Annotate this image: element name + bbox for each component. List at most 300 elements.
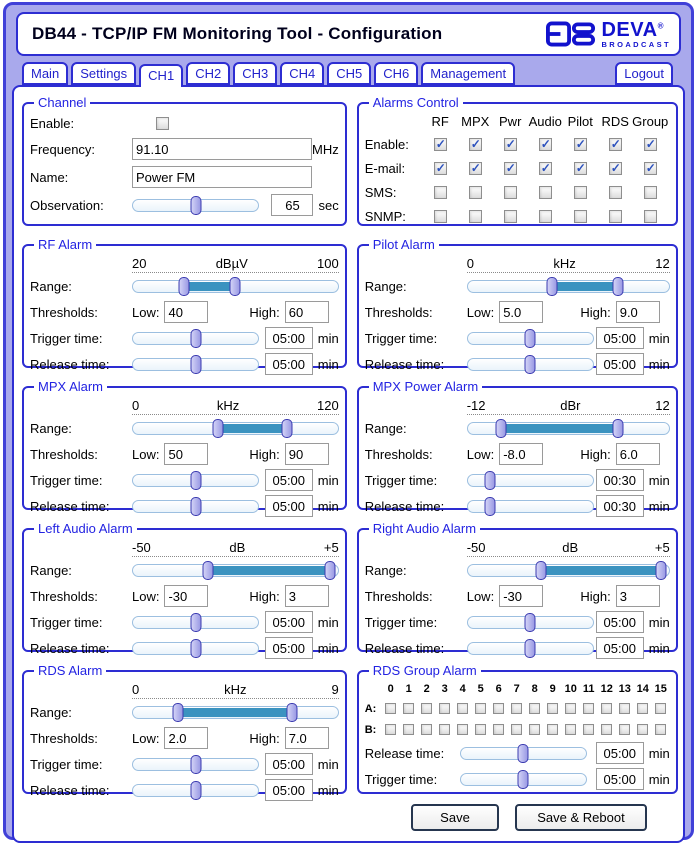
mpx-scale-min: 0 — [132, 398, 140, 413]
mpx-power-scale-max: 12 — [655, 398, 670, 413]
group-release-time-input[interactable] — [596, 742, 644, 764]
mpx-trigger-handle[interactable] — [190, 471, 201, 490]
rds-range-high-handle[interactable] — [287, 703, 298, 722]
pilot-range-high-handle[interactable] — [613, 277, 624, 296]
rf-high-input[interactable] — [285, 301, 329, 323]
rf-scale — [132, 256, 339, 273]
right-audio-scale-max: +5 — [654, 540, 670, 555]
col-mpx: MPX — [461, 114, 490, 129]
enable-row-label: Enable: — [364, 136, 409, 152]
mpx-thresholds-label: Thresholds: — [30, 446, 98, 462]
group-col-2: 2 — [423, 682, 430, 695]
group-a-6-checkbox[interactable] — [493, 703, 504, 714]
group-col-15: 15 — [654, 682, 667, 695]
left-audio-trigger-slider[interactable] — [132, 616, 259, 629]
rds-release-time-input[interactable] — [265, 779, 313, 801]
mpx-scale-unit: kHz — [216, 398, 240, 413]
rf-release-label: Release time: — [30, 356, 110, 372]
rds-release-unit: min — [317, 782, 339, 798]
group-col-4: 4 — [459, 682, 466, 695]
right-audio-range-high-handle[interactable] — [656, 561, 667, 580]
left-audio-scale — [132, 540, 339, 557]
group-b-5-checkbox[interactable] — [475, 724, 486, 735]
col-pwr: Pwr — [499, 114, 522, 129]
col-group: Group — [632, 114, 669, 129]
mpx-scale — [132, 398, 339, 415]
enable-group-checkbox[interactable] — [644, 138, 657, 151]
pilot-release-unit: min — [648, 356, 670, 372]
email-row — [365, 156, 670, 180]
left-audio-release-slider[interactable] — [132, 642, 259, 655]
col-pilot: Pilot — [567, 114, 593, 129]
left-audio-high-input[interactable] — [285, 585, 329, 607]
left-audio-scale-min: -50 — [132, 540, 151, 555]
mpx-trigger-slider[interactable] — [132, 474, 259, 487]
mpx-release-slider[interactable] — [132, 500, 259, 513]
email-rf-checkbox[interactable] — [434, 162, 447, 175]
group-release-handle[interactable] — [518, 744, 529, 763]
mpx-power-range-slider[interactable] — [467, 422, 670, 435]
rf-trigger-handle[interactable] — [190, 329, 201, 348]
group-a-3-checkbox[interactable] — [439, 703, 450, 714]
rf-range-fill — [184, 282, 235, 291]
group-col-7: 7 — [513, 682, 520, 695]
pilot-scale — [467, 256, 670, 273]
group-a-14-checkbox[interactable] — [637, 703, 648, 714]
mpx-power-low-input[interactable] — [499, 443, 543, 465]
logout-button[interactable]: Logout — [615, 62, 673, 85]
left-audio-range-slider[interactable] — [132, 564, 339, 577]
left-audio-trigger-handle[interactable] — [190, 613, 201, 632]
rds-high-label: High: — [249, 730, 280, 746]
tab-settings[interactable]: Settings — [71, 62, 136, 85]
tab-ch4[interactable]: CH4 — [280, 62, 324, 85]
email-audio-checkbox[interactable] — [539, 162, 552, 175]
right-audio-range-low-handle[interactable] — [535, 561, 546, 580]
rds-scale-unit: kHz — [224, 682, 247, 697]
observation-slider[interactable] — [132, 199, 259, 212]
group-b-12-checkbox[interactable] — [601, 724, 612, 735]
logo-text — [601, 20, 671, 49]
mpx-power-release-label: Release time: — [364, 498, 445, 514]
mpx-power-alarm-legend: MPX Power Alarm — [372, 379, 479, 394]
left-audio-release-unit: min — [317, 640, 339, 656]
right-audio-high-input[interactable] — [616, 585, 660, 607]
rds-group-header — [365, 679, 670, 698]
rds-low-input[interactable] — [164, 727, 208, 749]
rf-release-handle[interactable] — [190, 355, 201, 374]
footer-buttons — [22, 804, 675, 831]
rds-release-slider[interactable] — [132, 784, 259, 797]
mpx-low-input[interactable] — [164, 443, 208, 465]
snmp-row — [365, 204, 670, 228]
group-b-11-checkbox[interactable] — [583, 724, 594, 735]
left-audio-thresholds-label: Thresholds: — [30, 588, 98, 604]
snmp-row-label: SNMP: — [364, 208, 406, 224]
right-audio-alarm-legend: Right Audio Alarm — [372, 521, 477, 536]
group-trigger-slider[interactable] — [460, 773, 587, 786]
mpx-trigger-time-input[interactable] — [265, 469, 313, 491]
group-a-11-checkbox[interactable] — [583, 703, 594, 714]
mpx-alarm-legend: MPX Alarm — [38, 379, 104, 394]
enable-row — [365, 132, 670, 156]
rds-high-input[interactable] — [285, 727, 329, 749]
mpx-trigger-label: Trigger time: — [30, 472, 103, 488]
right-audio-trigger-unit: min — [648, 614, 670, 630]
mpx-power-trigger-label: Trigger time: — [364, 472, 438, 488]
right-audio-range-fill — [541, 566, 662, 575]
email-rds-checkbox[interactable] — [609, 162, 622, 175]
rds-scale — [132, 682, 339, 699]
left-audio-alarm-section — [22, 521, 347, 656]
group-a-4-checkbox[interactable] — [457, 703, 468, 714]
group-col-8: 8 — [531, 682, 538, 695]
frequency-input[interactable] — [132, 138, 312, 160]
right-audio-scale-min: -50 — [466, 540, 486, 555]
right-audio-release-handle[interactable] — [525, 639, 536, 658]
pilot-low-label: Low: — [466, 304, 495, 320]
channel-legend: Channel — [38, 95, 87, 110]
mpx-power-range-low-handle[interactable] — [496, 419, 507, 438]
rf-trigger-slider[interactable] — [132, 332, 259, 345]
enable-rf-checkbox[interactable] — [434, 138, 447, 151]
pilot-low-input[interactable] — [499, 301, 543, 323]
observation-label: Observation: — [30, 197, 104, 213]
mpx-high-label: High: — [249, 446, 280, 462]
alarms-control-section — [357, 95, 678, 226]
mpx-release-label: Release time: — [30, 498, 110, 514]
group-b-1-checkbox[interactable] — [403, 724, 414, 735]
rf-range-low-handle[interactable] — [179, 277, 190, 296]
pilot-thresholds-label: Thresholds: — [364, 304, 433, 320]
mpx-range-low-handle[interactable] — [213, 419, 224, 438]
sms-mpx-checkbox[interactable] — [469, 186, 482, 199]
right-audio-trigger-slider[interactable] — [467, 616, 594, 629]
snmp-rds-checkbox[interactable] — [609, 210, 622, 223]
rf-scale-unit: dBµV — [215, 256, 248, 271]
deva-logo — [546, 20, 671, 49]
mpx-release-time-input[interactable] — [265, 495, 313, 517]
group-col-13: 13 — [618, 682, 631, 695]
rf-low-input[interactable] — [164, 301, 208, 323]
mpx-scale-max: 120 — [317, 398, 339, 413]
pilot-range-label: Range: — [364, 278, 407, 294]
email-pilot-checkbox[interactable] — [574, 162, 587, 175]
group-release-slider[interactable] — [460, 747, 587, 760]
group-a-1-checkbox[interactable] — [403, 703, 414, 714]
mpx-power-range-fill — [501, 424, 618, 433]
mpx-range-fill — [218, 424, 286, 433]
group-a-9-checkbox[interactable] — [547, 703, 558, 714]
pilot-trigger-slider[interactable] — [467, 332, 594, 345]
mpx-low-label: Low: — [132, 446, 160, 462]
rds-scale-min: 0 — [132, 682, 140, 697]
mpx-power-trigger-slider[interactable] — [467, 474, 594, 487]
group-b-15-checkbox[interactable] — [655, 724, 666, 735]
snmp-audio-checkbox[interactable] — [539, 210, 552, 223]
mpx-power-release-time-input[interactable] — [596, 495, 644, 517]
right-audio-release-slider[interactable] — [467, 642, 594, 655]
sms-pilot-checkbox[interactable] — [574, 186, 587, 199]
mpx-power-trigger-time-input[interactable] — [596, 469, 644, 491]
enable-label: Enable: — [30, 115, 75, 131]
left-audio-release-time-input[interactable] — [265, 637, 313, 659]
group-b-8-checkbox[interactable] — [529, 724, 540, 735]
page-title: DB44 - TCP/IP FM Monitoring Tool - Configuration — [32, 24, 443, 43]
mpx-power-range-label: Range: — [364, 420, 407, 436]
pilot-range-fill — [552, 282, 619, 291]
mpx-release-handle[interactable] — [190, 497, 201, 516]
snmp-mpx-checkbox[interactable] — [469, 210, 482, 223]
mpx-power-low-label: Low: — [466, 446, 495, 462]
group-a-8-checkbox[interactable] — [529, 703, 540, 714]
sms-row — [365, 180, 670, 204]
rf-alarm-legend: RF Alarm — [38, 237, 93, 252]
group-b-0-checkbox[interactable] — [385, 724, 396, 735]
group-col-14: 14 — [636, 682, 649, 695]
email-group-checkbox[interactable] — [644, 162, 657, 175]
group-release-label: Release time: — [364, 745, 445, 761]
left-audio-high-label: High: — [249, 588, 280, 604]
pilot-trigger-time-input[interactable] — [596, 327, 644, 349]
col-rds: RDS — [601, 114, 629, 129]
rf-range-high-handle[interactable] — [230, 277, 241, 296]
group-col-5: 5 — [477, 682, 484, 695]
channel-section — [22, 95, 347, 226]
rds-low-label: Low: — [132, 730, 160, 746]
group-a-13-checkbox[interactable] — [619, 703, 630, 714]
sms-rf-checkbox[interactable] — [434, 186, 447, 199]
mpx-power-high-label: High: — [580, 446, 611, 462]
snmp-group-checkbox[interactable] — [644, 210, 657, 223]
snmp-rf-checkbox[interactable] — [434, 210, 447, 223]
mpx-power-release-handle[interactable] — [485, 497, 496, 516]
rds-trigger-label: Trigger time: — [30, 756, 103, 772]
mpx-power-trigger-unit: min — [648, 472, 670, 488]
mpx-power-scale-min: -12 — [466, 398, 486, 413]
mpx-alarm-section — [22, 379, 347, 514]
group-b-10-checkbox[interactable] — [565, 724, 576, 735]
mpx-power-high-input[interactable] — [616, 443, 660, 465]
frequency-unit: MHz — [312, 141, 339, 157]
mpx-trigger-unit: min — [317, 472, 339, 488]
group-b-9-checkbox[interactable] — [547, 724, 558, 735]
rds-trigger-handle[interactable] — [190, 755, 201, 774]
group-col-0: 0 — [387, 682, 394, 695]
group-trigger-handle[interactable] — [518, 770, 529, 789]
pilot-scale-unit: kHz — [553, 256, 576, 271]
group-col-3: 3 — [441, 682, 448, 695]
group-b-2-checkbox[interactable] — [421, 724, 432, 735]
content-panel — [12, 85, 685, 843]
rds-range-fill — [178, 708, 292, 717]
tab-ch2[interactable]: CH2 — [186, 62, 230, 85]
rf-range-slider[interactable] — [132, 280, 339, 293]
enable-pwr-checkbox[interactable] — [504, 138, 517, 151]
rf-scale-min: 20 — [132, 256, 147, 271]
rf-thresholds-label: Thresholds: — [30, 304, 98, 320]
group-a-5-checkbox[interactable] — [475, 703, 486, 714]
pilot-release-time-input[interactable] — [596, 353, 644, 375]
pilot-range-low-handle[interactable] — [546, 277, 557, 296]
left-audio-low-input[interactable] — [164, 585, 208, 607]
group-b-row — [365, 719, 670, 740]
col-audio: Audio — [528, 114, 562, 129]
rds-trigger-slider[interactable] — [132, 758, 259, 771]
group-a-label: A: — [364, 702, 377, 715]
group-a-12-checkbox[interactable] — [601, 703, 612, 714]
pilot-range-slider[interactable] — [467, 280, 670, 293]
rf-high-label: High: — [249, 304, 280, 320]
snmp-pilot-checkbox[interactable] — [574, 210, 587, 223]
group-trigger-time-input[interactable] — [596, 768, 644, 790]
tab-ch5[interactable]: CH5 — [327, 62, 371, 85]
right-audio-high-label: High: — [580, 588, 611, 604]
observation-handle[interactable] — [190, 196, 201, 215]
tab-ch1[interactable]: CH1 — [139, 64, 183, 87]
sms-group-checkbox[interactable] — [644, 186, 657, 199]
name-input[interactable] — [132, 166, 312, 188]
left-audio-range-low-handle[interactable] — [202, 561, 213, 580]
group-b-4-checkbox[interactable] — [457, 724, 468, 735]
left-audio-alarm-legend: Left Audio Alarm — [38, 521, 133, 536]
right-audio-low-input[interactable] — [499, 585, 543, 607]
sms-audio-checkbox[interactable] — [539, 186, 552, 199]
snmp-pwr-checkbox[interactable] — [504, 210, 517, 223]
pilot-scale-min: 0 — [466, 256, 474, 271]
mpx-power-trigger-handle[interactable] — [485, 471, 496, 490]
left-audio-low-label: Low: — [132, 588, 160, 604]
email-mpx-checkbox[interactable] — [469, 162, 482, 175]
group-b-label: B: — [364, 723, 377, 736]
rf-range-label: Range: — [30, 278, 72, 294]
left-audio-scale-unit: dB — [229, 540, 246, 555]
rf-release-time-input[interactable] — [265, 353, 313, 375]
group-col-10: 10 — [564, 682, 577, 695]
right-audio-scale-unit: dB — [562, 540, 579, 555]
rds-trigger-time-input[interactable] — [265, 753, 313, 775]
mpx-power-range-high-handle[interactable] — [613, 419, 624, 438]
mpx-power-scale — [467, 398, 670, 415]
pilot-high-input[interactable] — [616, 301, 660, 323]
app-window — [3, 2, 694, 840]
tab-management[interactable]: Management — [421, 62, 515, 85]
alarms-control-legend: Alarms Control — [372, 95, 459, 110]
left-audio-range-label: Range: — [30, 562, 72, 578]
right-audio-low-label: Low: — [466, 588, 495, 604]
tab-main[interactable]: Main — [22, 62, 68, 85]
save-button[interactable]: Save — [411, 804, 499, 831]
rf-release-unit: min — [317, 356, 339, 372]
right-audio-trigger-time-input[interactable] — [596, 611, 644, 633]
mpx-high-input[interactable] — [285, 443, 329, 465]
group-a-10-checkbox[interactable] — [565, 703, 576, 714]
pilot-trigger-handle[interactable] — [525, 329, 536, 348]
tab-ch3[interactable]: CH3 — [233, 62, 277, 85]
pilot-trigger-label: Trigger time: — [364, 330, 438, 346]
left-audio-trigger-time-input[interactable] — [265, 611, 313, 633]
right-audio-release-time-input[interactable] — [596, 637, 644, 659]
col-rf: RF — [431, 114, 449, 129]
rds-group-alarm-legend: RDS Group Alarm — [372, 663, 477, 678]
alarms-control-header — [365, 111, 670, 132]
name-label: Name: — [30, 169, 69, 185]
right-audio-trigger-handle[interactable] — [525, 613, 536, 632]
group-col-1: 1 — [405, 682, 412, 695]
group-release-unit: min — [648, 745, 670, 761]
group-b-3-checkbox[interactable] — [439, 724, 450, 735]
group-a-2-checkbox[interactable] — [421, 703, 432, 714]
enable-rds-checkbox[interactable] — [609, 138, 622, 151]
rf-trigger-time-input[interactable] — [265, 327, 313, 349]
sms-rds-checkbox[interactable] — [609, 186, 622, 199]
observation-unit: sec — [318, 197, 339, 213]
rds-thresholds-label: Thresholds: — [30, 730, 98, 746]
logo-broadcast-text: BROADCAST — [601, 39, 671, 49]
mpx-range-high-handle[interactable] — [281, 419, 292, 438]
pilot-release-slider[interactable] — [467, 358, 594, 371]
right-audio-thresholds-label: Thresholds: — [364, 588, 433, 604]
rf-alarm-section — [22, 237, 347, 372]
rds-alarm-section — [22, 663, 347, 798]
tab-ch6[interactable]: CH6 — [374, 62, 418, 85]
group-b-7-checkbox[interactable] — [511, 724, 522, 735]
group-b-13-checkbox[interactable] — [619, 724, 630, 735]
right-audio-range-slider[interactable] — [467, 564, 670, 577]
db-logo-icon — [546, 21, 596, 47]
group-col-9: 9 — [549, 682, 556, 695]
group-trigger-label: Trigger time: — [364, 771, 438, 787]
rds-trigger-unit: min — [317, 756, 339, 772]
rds-release-handle[interactable] — [190, 781, 201, 800]
rf-release-slider[interactable] — [132, 358, 259, 371]
group-a-7-checkbox[interactable] — [511, 703, 522, 714]
right-audio-scale — [467, 540, 670, 557]
observation-input[interactable] — [271, 194, 313, 216]
email-pwr-checkbox[interactable] — [504, 162, 517, 175]
logo-deva-text: DEVA — [601, 18, 658, 41]
left-audio-release-handle[interactable] — [190, 639, 201, 658]
group-col-12: 12 — [600, 682, 613, 695]
enable-audio-checkbox[interactable] — [539, 138, 552, 151]
left-audio-range-high-handle[interactable] — [325, 561, 336, 580]
save-reboot-button[interactable]: Save & Reboot — [515, 804, 647, 831]
mpx-power-release-slider[interactable] — [467, 500, 594, 513]
sms-row-label: SMS: — [364, 184, 397, 200]
channel-enable-checkbox[interactable] — [156, 117, 169, 130]
group-b-14-checkbox[interactable] — [637, 724, 648, 735]
enable-pilot-checkbox[interactable] — [574, 138, 587, 151]
rds-range-label: Range: — [30, 704, 72, 720]
group-a-15-checkbox[interactable] — [655, 703, 666, 714]
right-audio-release-label: Release time: — [364, 640, 445, 656]
pilot-release-label: Release time: — [364, 356, 445, 372]
pilot-release-handle[interactable] — [525, 355, 536, 374]
group-b-6-checkbox[interactable] — [493, 724, 504, 735]
pilot-scale-max: 12 — [655, 256, 670, 271]
right-audio-range-label: Range: — [364, 562, 407, 578]
title-bar — [16, 12, 681, 56]
group-a-row — [365, 698, 670, 719]
rds-range-slider[interactable] — [132, 706, 339, 719]
frequency-label: Frequency: — [30, 141, 96, 157]
rds-range-low-handle[interactable] — [173, 703, 184, 722]
sms-pwr-checkbox[interactable] — [504, 186, 517, 199]
mpx-range-slider[interactable] — [132, 422, 339, 435]
email-row-label: E-mail: — [364, 160, 406, 176]
enable-mpx-checkbox[interactable] — [469, 138, 482, 151]
group-a-0-checkbox[interactable] — [385, 703, 396, 714]
